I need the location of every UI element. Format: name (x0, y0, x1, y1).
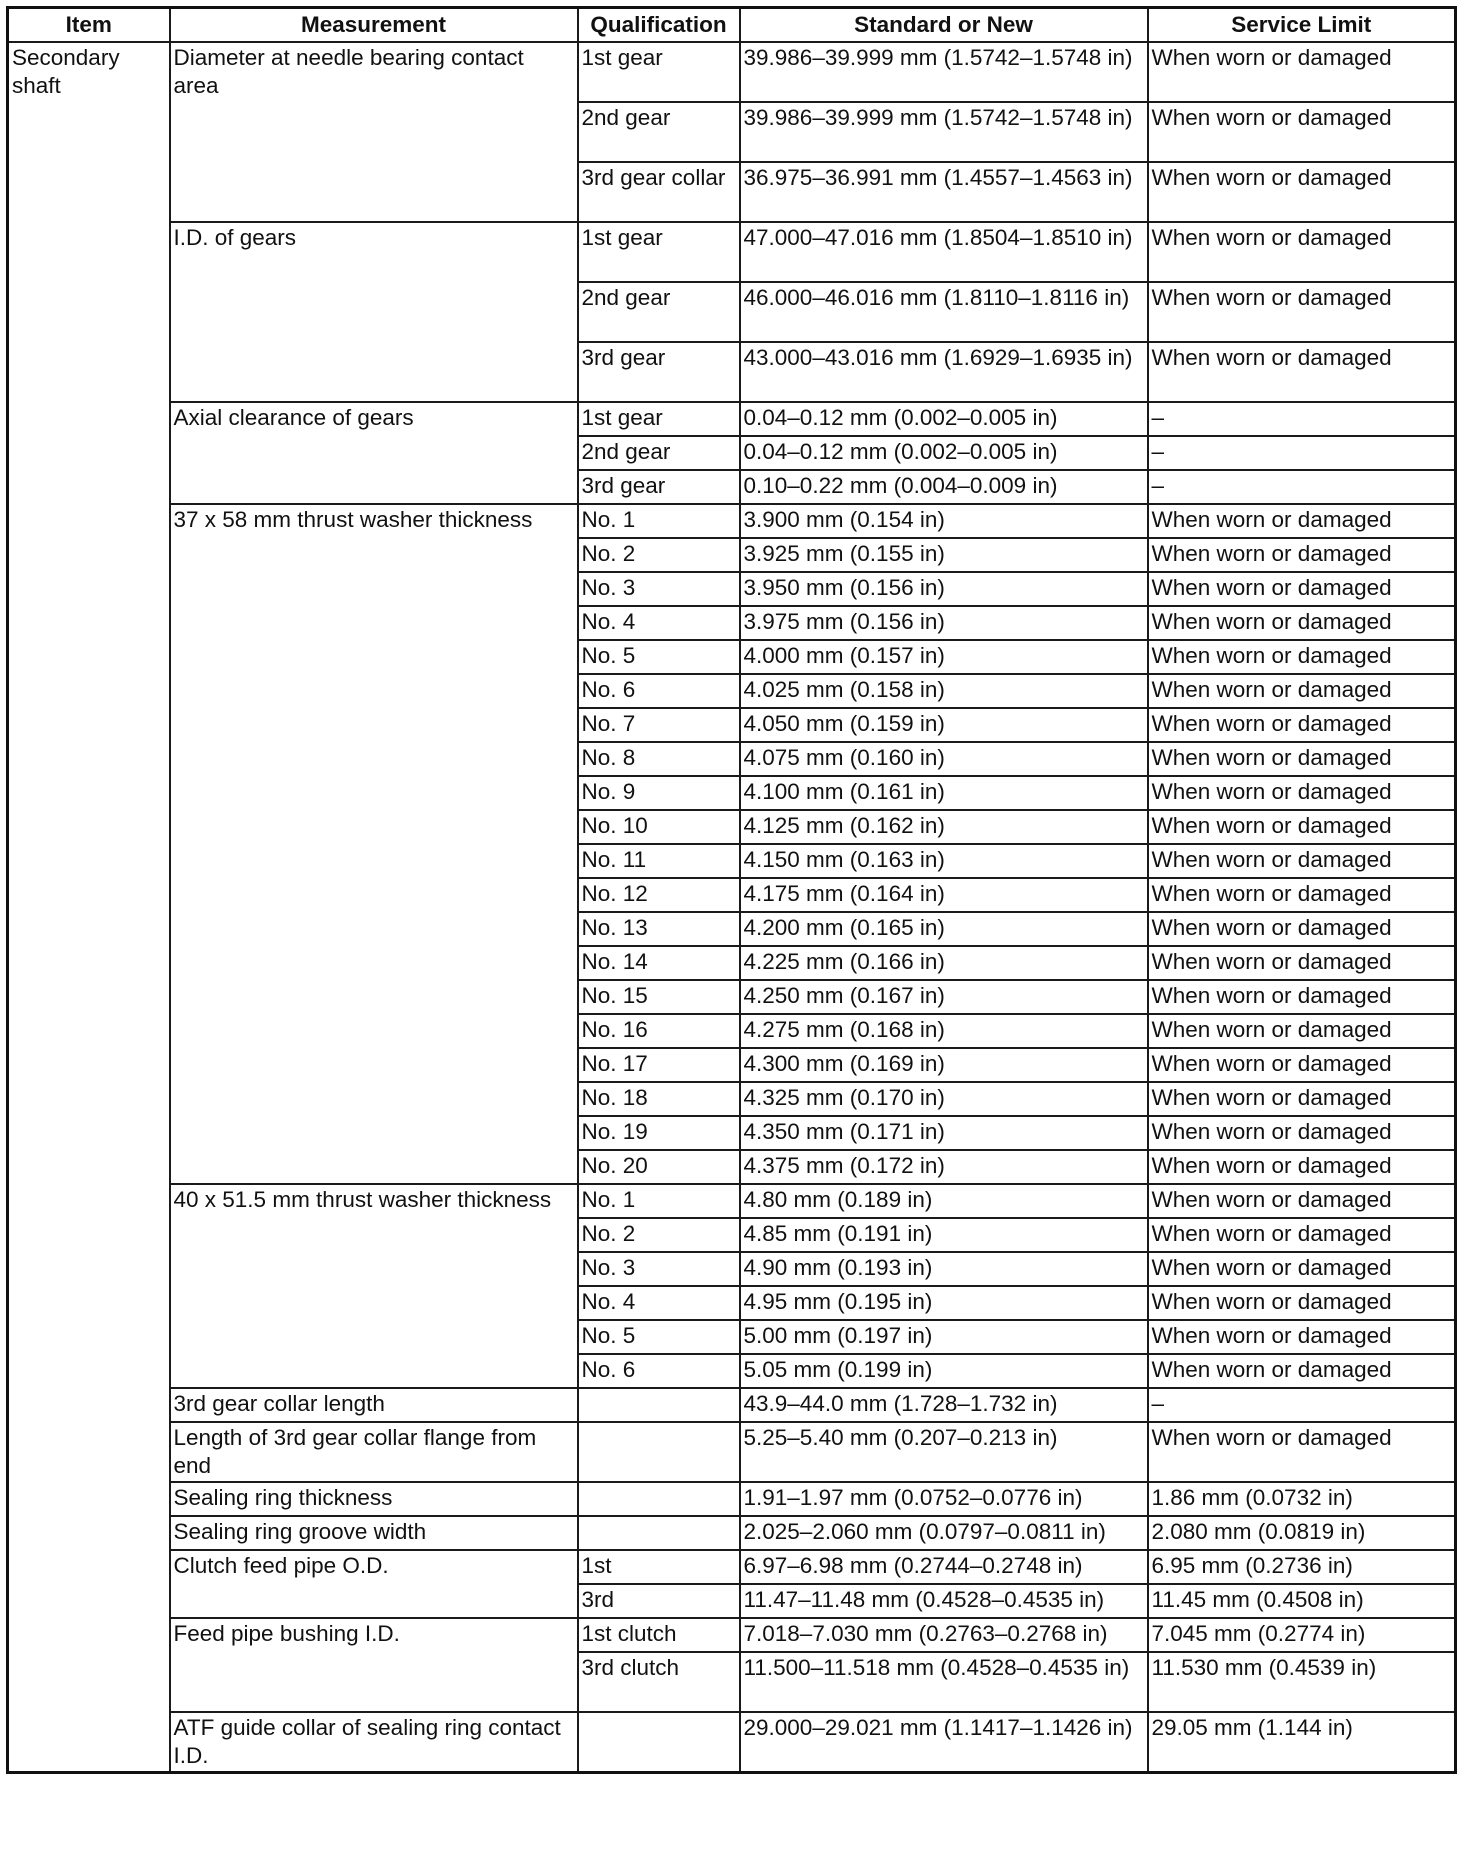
qualification-cell: 2nd gear (578, 282, 740, 342)
service-limit-cell: When worn or damaged (1148, 42, 1456, 102)
qualification-cell: No. 13 (578, 912, 740, 946)
qualification-cell: No. 11 (578, 844, 740, 878)
standard-cell: 0.10–0.22 mm (0.004–0.009 in) (740, 470, 1148, 504)
service-limit-cell: – (1148, 1388, 1456, 1422)
standard-cell: 2.025–2.060 mm (0.0797–0.0811 in) (740, 1516, 1148, 1550)
service-limit-cell: 29.05 mm (1.144 in) (1148, 1712, 1456, 1773)
standard-cell: 4.175 mm (0.164 in) (740, 878, 1148, 912)
service-limit-cell: When worn or damaged (1148, 912, 1456, 946)
header-qualification: Qualification (578, 8, 740, 43)
qualification-cell: 1st (578, 1550, 740, 1584)
service-limit-cell: When worn or damaged (1148, 708, 1456, 742)
standard-cell: 29.000–29.021 mm (1.1417–1.1426 in) (740, 1712, 1148, 1773)
qualification-cell: No. 19 (578, 1116, 740, 1150)
qualification-cell: 3rd gear (578, 470, 740, 504)
service-limit-cell: When worn or damaged (1148, 1218, 1456, 1252)
standard-cell: 3.950 mm (0.156 in) (740, 572, 1148, 606)
measurement-cell: Axial clearance of gears (170, 402, 578, 504)
standard-cell: 1.91–1.97 mm (0.0752–0.0776 in) (740, 1482, 1148, 1516)
service-limit-cell: When worn or damaged (1148, 504, 1456, 538)
standard-cell: 46.000–46.016 mm (1.8110–1.8116 in) (740, 282, 1148, 342)
service-limit-cell: When worn or damaged (1148, 1252, 1456, 1286)
standard-cell: 11.47–11.48 mm (0.4528–0.4535 in) (740, 1584, 1148, 1618)
qualification-cell: No. 2 (578, 1218, 740, 1252)
qualification-cell: No. 12 (578, 878, 740, 912)
qualification-cell: 3rd gear (578, 342, 740, 402)
table-row (8, 402, 1456, 436)
standard-cell: 39.986–39.999 mm (1.5742–1.5748 in) (740, 102, 1148, 162)
measurement-cell: Clutch feed pipe O.D. (170, 1550, 578, 1618)
qualification-cell: 2nd gear (578, 436, 740, 470)
qualification-cell: 1st gear (578, 402, 740, 436)
standard-cell: 4.025 mm (0.158 in) (740, 674, 1148, 708)
service-limit-cell: When worn or damaged (1148, 946, 1456, 980)
standard-cell: 47.000–47.016 mm (1.8504–1.8510 in) (740, 222, 1148, 282)
qualification-cell: 3rd (578, 1584, 740, 1618)
measurement-cell: 40 x 51.5 mm thrust washer thickness (170, 1184, 578, 1388)
qualification-cell (578, 1482, 740, 1516)
service-limit-cell: 11.530 mm (0.4539 in) (1148, 1652, 1456, 1712)
service-limit-cell: When worn or damaged (1148, 1082, 1456, 1116)
qualification-cell (578, 1422, 740, 1482)
qualification-cell: No. 7 (578, 708, 740, 742)
qualification-cell: No. 14 (578, 946, 740, 980)
table-row (8, 1388, 1456, 1422)
table-row (8, 1712, 1456, 1773)
qualification-cell: No. 6 (578, 674, 740, 708)
measurement-cell: Sealing ring groove width (170, 1516, 578, 1550)
service-limit-cell: When worn or damaged (1148, 844, 1456, 878)
qualification-cell: No. 17 (578, 1048, 740, 1082)
standard-cell: 5.25–5.40 mm (0.207–0.213 in) (740, 1422, 1148, 1482)
service-limit-cell: When worn or damaged (1148, 538, 1456, 572)
measurement-cell: Diameter at needle bearing contact area (170, 42, 578, 222)
table-row (8, 1422, 1456, 1482)
qualification-cell: No. 16 (578, 1014, 740, 1048)
table-row (8, 504, 1456, 538)
measurement-cell: I.D. of gears (170, 222, 578, 402)
standard-cell: 5.05 mm (0.199 in) (740, 1354, 1148, 1388)
standard-cell: 4.95 mm (0.195 in) (740, 1286, 1148, 1320)
header-item: Item (8, 8, 170, 43)
qualification-cell (578, 1516, 740, 1550)
header-measurement: Measurement (170, 8, 578, 43)
qualification-cell: No. 3 (578, 1252, 740, 1286)
service-limit-cell: When worn or damaged (1148, 162, 1456, 222)
service-limit-cell: 7.045 mm (0.2774 in) (1148, 1618, 1456, 1652)
service-limit-cell: When worn or damaged (1148, 980, 1456, 1014)
service-limit-cell: When worn or damaged (1148, 1286, 1456, 1320)
qualification-cell: No. 10 (578, 810, 740, 844)
standard-cell: 6.97–6.98 mm (0.2744–0.2748 in) (740, 1550, 1148, 1584)
standard-cell: 36.975–36.991 mm (1.4557–1.4563 in) (740, 162, 1148, 222)
standard-cell: 4.300 mm (0.169 in) (740, 1048, 1148, 1082)
standard-cell: 5.00 mm (0.197 in) (740, 1320, 1148, 1354)
qualification-cell: 3rd gear collar (578, 162, 740, 222)
standard-cell: 4.150 mm (0.163 in) (740, 844, 1148, 878)
standard-cell: 43.000–43.016 mm (1.6929–1.6935 in) (740, 342, 1148, 402)
qualification-cell: 1st clutch (578, 1618, 740, 1652)
service-limit-cell: When worn or damaged (1148, 222, 1456, 282)
standard-cell: 43.9–44.0 mm (1.728–1.732 in) (740, 1388, 1148, 1422)
qualification-cell: No. 1 (578, 504, 740, 538)
service-limit-cell: 6.95 mm (0.2736 in) (1148, 1550, 1456, 1584)
measurement-cell: Sealing ring thickness (170, 1482, 578, 1516)
standard-cell: 0.04–0.12 mm (0.002–0.005 in) (740, 436, 1148, 470)
header-standard-or-new: Standard or New (740, 8, 1148, 43)
service-limit-cell: When worn or damaged (1148, 776, 1456, 810)
service-limit-cell: 2.080 mm (0.0819 in) (1148, 1516, 1456, 1550)
qualification-cell: No. 4 (578, 606, 740, 640)
standard-cell: 11.500–11.518 mm (0.4528–0.4535 in) (740, 1652, 1148, 1712)
header-service-limit: Service Limit (1148, 8, 1456, 43)
service-limit-cell: When worn or damaged (1148, 1048, 1456, 1082)
qualification-cell: No. 3 (578, 572, 740, 606)
service-limit-cell: When worn or damaged (1148, 810, 1456, 844)
qualification-cell: 1st gear (578, 42, 740, 102)
measurement-cell: Feed pipe bushing I.D. (170, 1618, 578, 1712)
standard-cell: 4.100 mm (0.161 in) (740, 776, 1148, 810)
service-limit-cell: When worn or damaged (1148, 572, 1456, 606)
standard-cell: 4.325 mm (0.170 in) (740, 1082, 1148, 1116)
table-row (8, 1184, 1456, 1218)
service-limit-cell: 1.86 mm (0.0732 in) (1148, 1482, 1456, 1516)
qualification-cell: 2nd gear (578, 102, 740, 162)
service-limit-cell: When worn or damaged (1148, 1320, 1456, 1354)
service-limit-cell: – (1148, 402, 1456, 436)
standard-cell: 4.125 mm (0.162 in) (740, 810, 1148, 844)
table-row (8, 1516, 1456, 1550)
qualification-cell (578, 1712, 740, 1773)
qualification-cell: No. 15 (578, 980, 740, 1014)
standard-cell: 4.200 mm (0.165 in) (740, 912, 1148, 946)
service-limit-cell: When worn or damaged (1148, 342, 1456, 402)
item-cell: Secondary shaft (8, 42, 170, 1773)
standard-cell: 4.075 mm (0.160 in) (740, 742, 1148, 776)
standard-cell: 7.018–7.030 mm (0.2763–0.2768 in) (740, 1618, 1148, 1652)
standard-cell: 3.900 mm (0.154 in) (740, 504, 1148, 538)
standard-cell: 4.000 mm (0.157 in) (740, 640, 1148, 674)
standard-cell: 4.350 mm (0.171 in) (740, 1116, 1148, 1150)
qualification-cell: No. 18 (578, 1082, 740, 1116)
spec-table-container (6, 6, 1454, 1774)
qualification-cell: No. 2 (578, 538, 740, 572)
service-limit-cell: – (1148, 436, 1456, 470)
standard-cell: 0.04–0.12 mm (0.002–0.005 in) (740, 402, 1148, 436)
service-limit-cell: – (1148, 470, 1456, 504)
table-row (8, 1482, 1456, 1516)
qualification-cell: No. 8 (578, 742, 740, 776)
service-limit-cell: When worn or damaged (1148, 606, 1456, 640)
standard-cell: 4.225 mm (0.166 in) (740, 946, 1148, 980)
service-limit-cell: When worn or damaged (1148, 1354, 1456, 1388)
service-limit-cell: When worn or damaged (1148, 1422, 1456, 1482)
standard-cell: 3.975 mm (0.156 in) (740, 606, 1148, 640)
service-limit-cell: When worn or damaged (1148, 640, 1456, 674)
qualification-cell: No. 6 (578, 1354, 740, 1388)
standard-cell: 4.275 mm (0.168 in) (740, 1014, 1148, 1048)
qualification-cell: No. 4 (578, 1286, 740, 1320)
standard-cell: 4.85 mm (0.191 in) (740, 1218, 1148, 1252)
service-limit-cell: When worn or damaged (1148, 102, 1456, 162)
qualification-cell: No. 5 (578, 640, 740, 674)
qualification-cell: No. 1 (578, 1184, 740, 1218)
qualification-cell: No. 20 (578, 1150, 740, 1184)
table-row (8, 42, 1456, 102)
standard-cell: 4.250 mm (0.167 in) (740, 980, 1148, 1014)
measurement-cell: 37 x 58 mm thrust washer thickness (170, 504, 578, 1184)
measurement-cell: ATF guide collar of sealing ring contact I.D. (170, 1712, 578, 1773)
qualification-cell (578, 1388, 740, 1422)
service-limit-cell: When worn or damaged (1148, 1116, 1456, 1150)
service-limit-cell: When worn or damaged (1148, 282, 1456, 342)
service-limit-cell: When worn or damaged (1148, 1150, 1456, 1184)
standard-cell: 4.050 mm (0.159 in) (740, 708, 1148, 742)
service-limit-cell: 11.45 mm (0.4508 in) (1148, 1584, 1456, 1618)
service-limit-cell: When worn or damaged (1148, 1014, 1456, 1048)
service-spec-table (6, 6, 1457, 1774)
standard-cell: 4.80 mm (0.189 in) (740, 1184, 1148, 1218)
measurement-cell: 3rd gear collar length (170, 1388, 578, 1422)
standard-cell: 39.986–39.999 mm (1.5742–1.5748 in) (740, 42, 1148, 102)
service-limit-cell: When worn or damaged (1148, 742, 1456, 776)
table-row (8, 1618, 1456, 1652)
service-limit-cell: When worn or damaged (1148, 674, 1456, 708)
standard-cell: 3.925 mm (0.155 in) (740, 538, 1148, 572)
standard-cell: 4.90 mm (0.193 in) (740, 1252, 1148, 1286)
table-row (8, 222, 1456, 282)
standard-cell: 4.375 mm (0.172 in) (740, 1150, 1148, 1184)
qualification-cell: No. 9 (578, 776, 740, 810)
table-row (8, 1550, 1456, 1584)
qualification-cell: No. 5 (578, 1320, 740, 1354)
table-body (8, 42, 1456, 1773)
measurement-cell: Length of 3rd gear collar flange from end (170, 1422, 578, 1482)
qualification-cell: 1st gear (578, 222, 740, 282)
qualification-cell: 3rd clutch (578, 1652, 740, 1712)
service-limit-cell: When worn or damaged (1148, 878, 1456, 912)
service-limit-cell: When worn or damaged (1148, 1184, 1456, 1218)
table-header-row (8, 8, 1456, 43)
